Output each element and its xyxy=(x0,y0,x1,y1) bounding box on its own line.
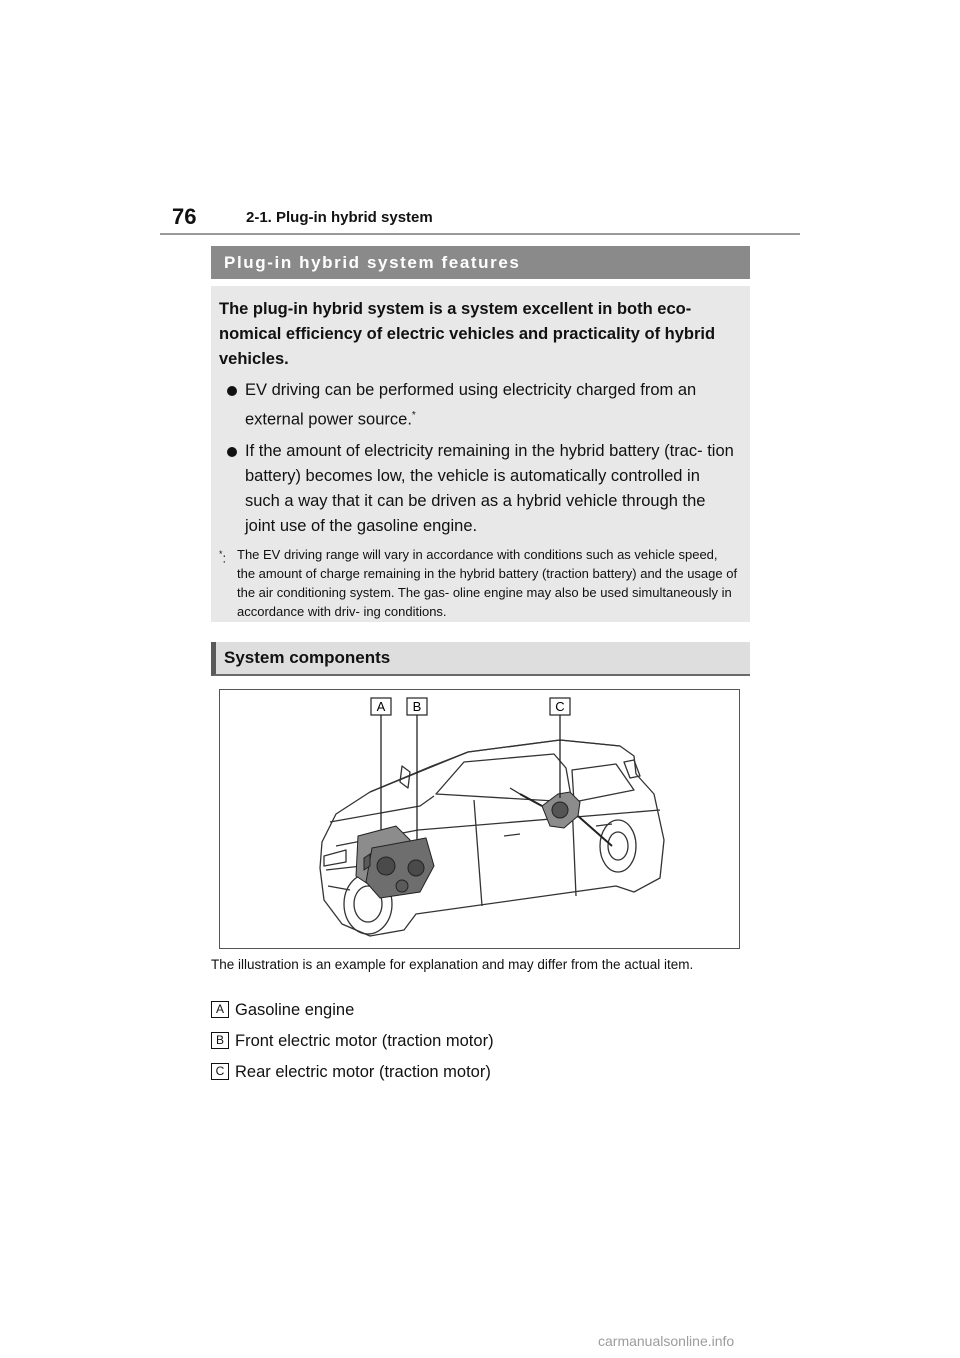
callout-a: A xyxy=(376,699,386,714)
bullet-dot-icon xyxy=(227,386,237,396)
features-box xyxy=(211,286,750,622)
callout-labels xyxy=(371,698,570,715)
item-text: Rear electric motor (traction motor) xyxy=(235,1063,491,1081)
bullet-dot-icon xyxy=(227,447,237,457)
vehicle-illustration xyxy=(219,689,740,949)
callout-b: B xyxy=(412,699,422,714)
illustration-caption: The illustration is an example for explanation and may differ from the actual item. xyxy=(211,957,694,972)
bullet-text: EV driving can be performed using electricity charged from an external power source. xyxy=(245,381,697,429)
item-text: Front electric motor (traction motor) xyxy=(235,1032,494,1050)
page-number: 76 xyxy=(172,204,197,229)
bullet-hybrid-battery xyxy=(219,439,738,539)
bullet-text: If the amount of electricity remaining in the hybrid battery (trac- tion battery) becomes low, the vehicle is automatically controlled in such a way that it can be driven as a hybrid vehicle through the joint use of the gasoline engine. xyxy=(245,441,734,535)
item-label: C xyxy=(211,1063,229,1080)
bullet-ev-driving xyxy=(219,378,738,433)
footnote xyxy=(219,545,738,621)
section-heading: 2-1. Plug-in hybrid system xyxy=(246,209,433,226)
footnote-marker: *: xyxy=(219,548,227,565)
callout-c: C xyxy=(555,699,565,714)
footnote-text: The EV driving range will vary in accordance with conditions such as vehicle speed, the amount of charge remaining in the hybrid battery (traction battery) and the usage of the air conditioning system. The gas- oline engine may also be used simultaneously in accordance with driv- ing conditions. xyxy=(237,546,738,619)
footnote-mark: * xyxy=(411,410,416,421)
item-label: A xyxy=(211,1001,229,1018)
site-watermark: carmanualsonline.info xyxy=(598,1333,735,1349)
item-text: Gasoline engine xyxy=(235,1001,355,1019)
components-title: System components xyxy=(211,642,750,676)
item-label: B xyxy=(211,1032,229,1049)
features-title: Plug-in hybrid system features xyxy=(211,246,750,279)
header-rule xyxy=(160,233,800,235)
features-intro: The plug-in hybrid system is a system excellent in both eco- nomical efficiency of electric vehicles and practicality of hybrid vehicles. xyxy=(219,300,716,368)
